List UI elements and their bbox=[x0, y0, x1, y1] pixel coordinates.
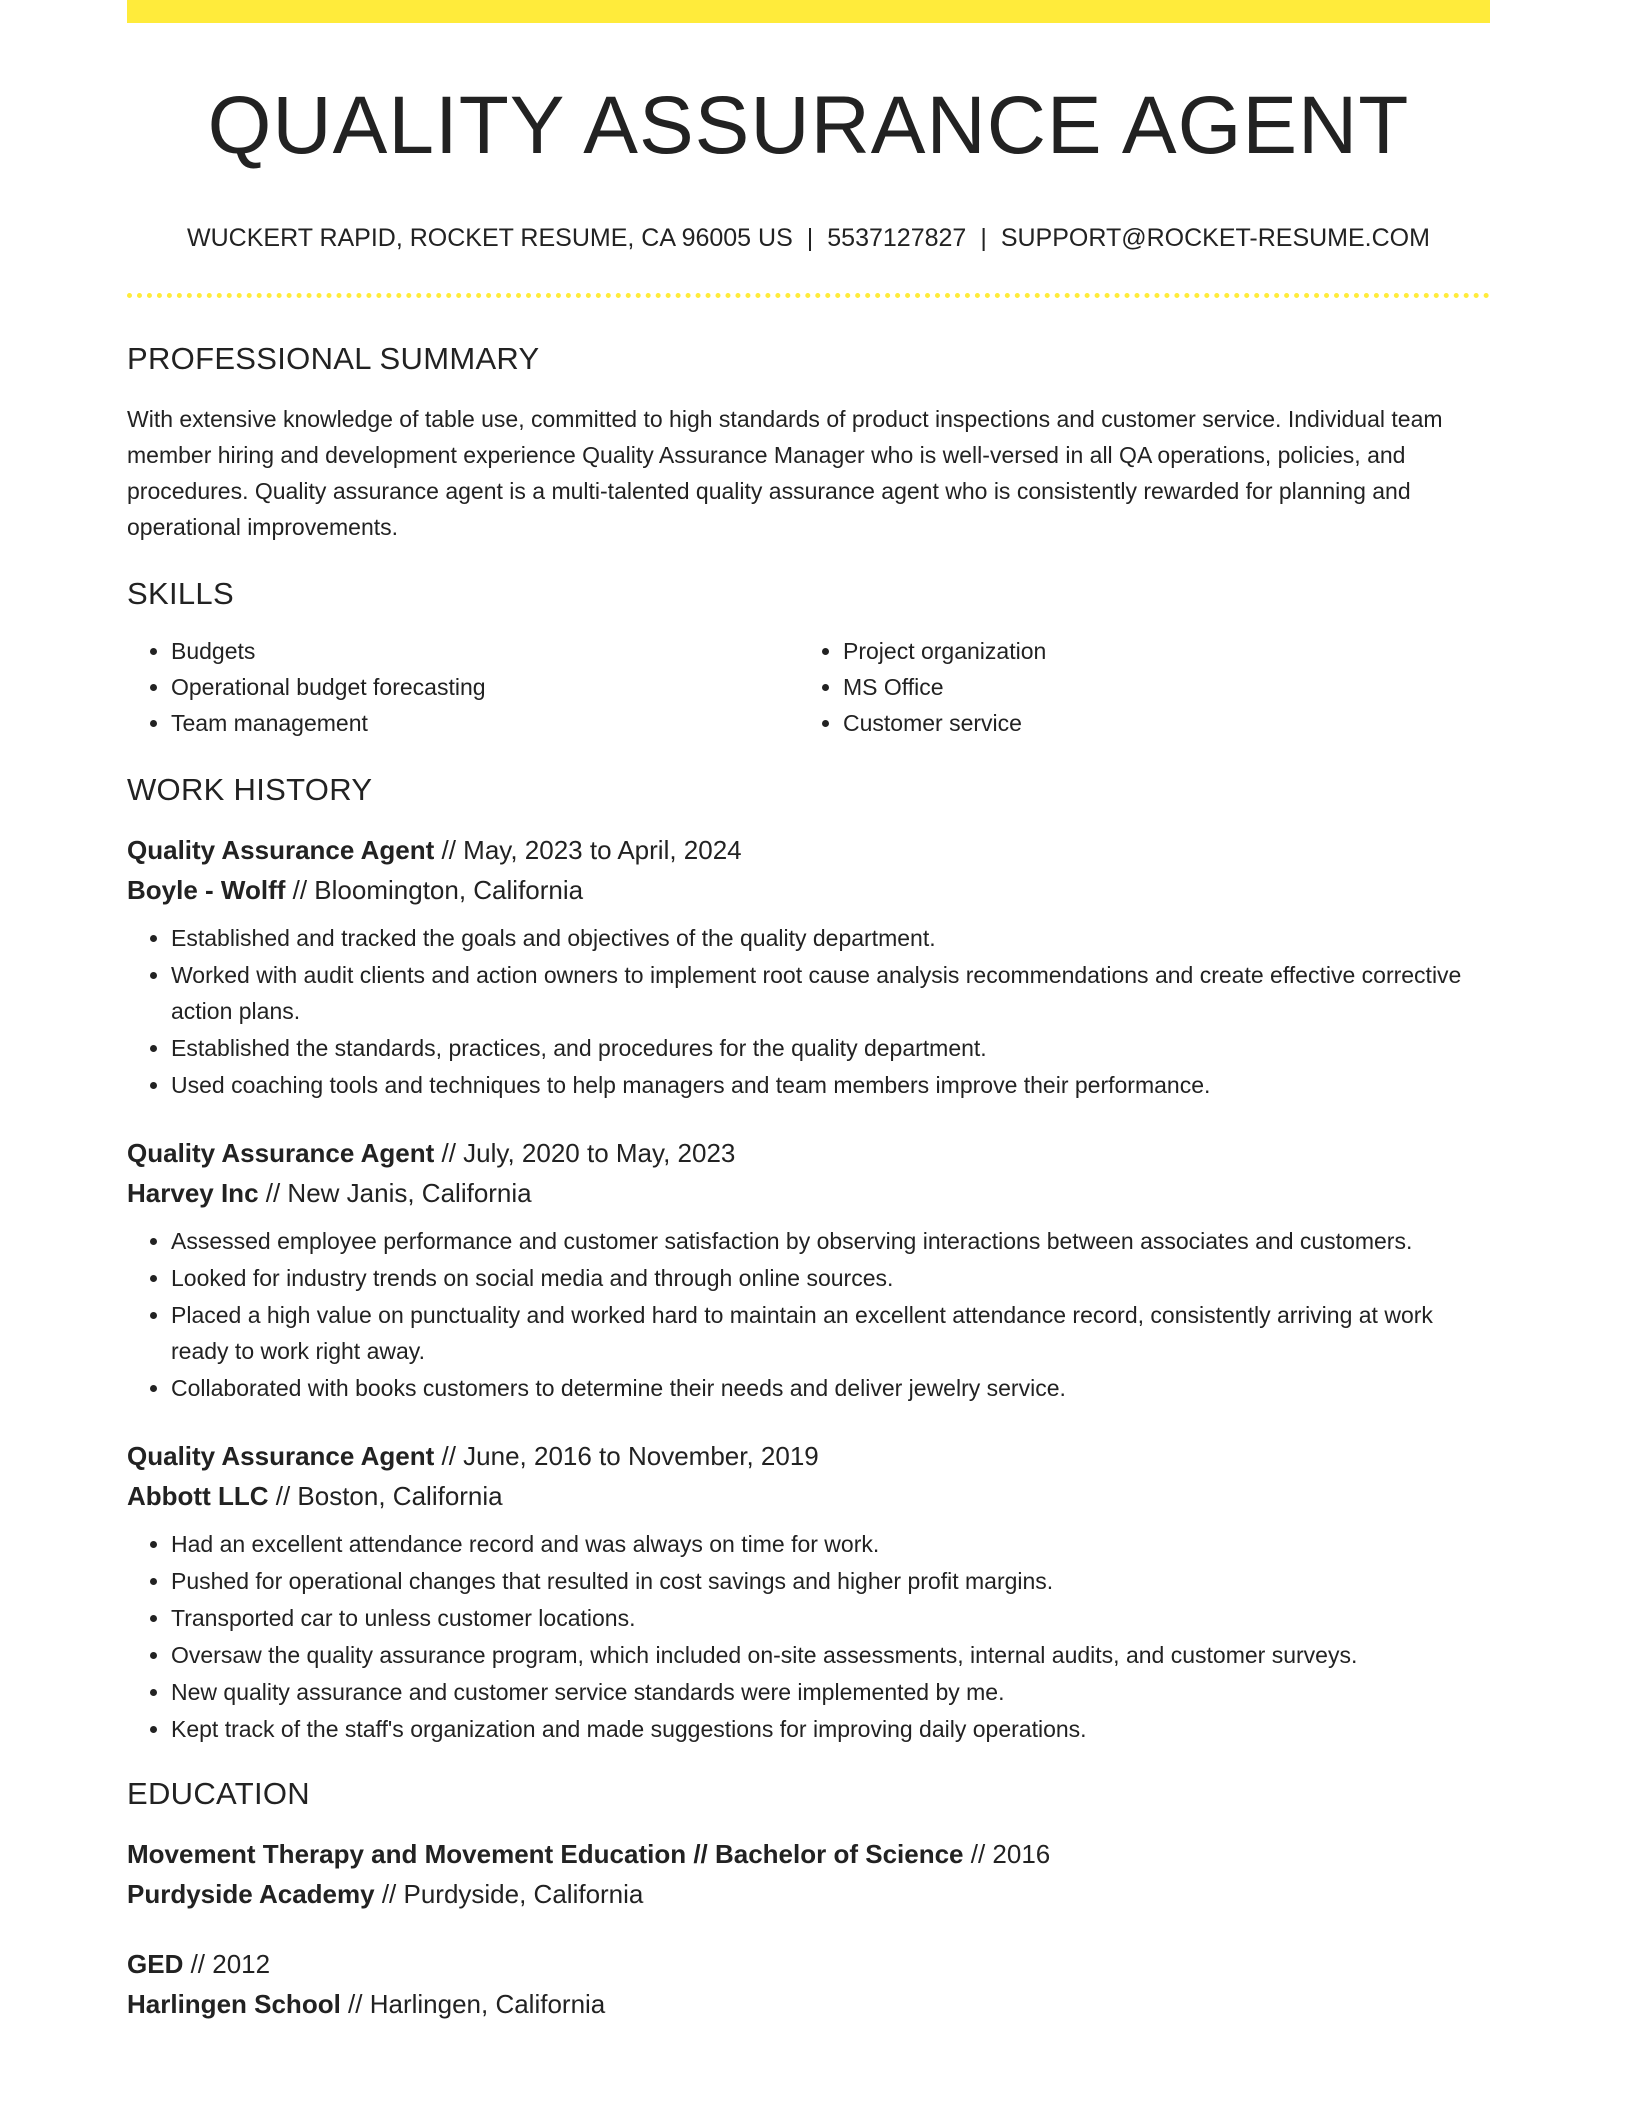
job-bullets bbox=[127, 1526, 1490, 1747]
job-dates: // May, 2023 to April, 2024 bbox=[434, 834, 742, 865]
degree-line bbox=[127, 1944, 1490, 1984]
skills-column-left bbox=[127, 633, 799, 741]
school: Purdyside Academy bbox=[127, 1878, 375, 1909]
job-bullet: • Assessed employee performance and customer satisfaction by observing interactions between associates and customers. bbox=[171, 1223, 1490, 1259]
school-location: // Harlingen, California bbox=[340, 1988, 606, 2019]
job-bullet: • Collaborated with books customers to determine their needs and deliver jewelry service. bbox=[171, 1370, 1490, 1406]
skill-item: • Team management bbox=[171, 705, 799, 741]
degree-year: // 2016 bbox=[963, 1838, 1051, 1869]
job-bullet: • Transported car to unless customer locations. bbox=[171, 1600, 1490, 1636]
job-company-line bbox=[127, 870, 1490, 910]
job-company-line bbox=[127, 1476, 1490, 1516]
email: SUPPORT@ROCKET-RESUME.COM bbox=[1000, 224, 1430, 253]
job-bullets bbox=[127, 1223, 1490, 1406]
school-location: // Purdyside, California bbox=[374, 1878, 644, 1909]
job-location: // Bloomington, California bbox=[285, 874, 584, 905]
job-location: // New Janis, California bbox=[258, 1177, 532, 1208]
job-location: // Boston, California bbox=[268, 1480, 503, 1511]
job-bullet: • Established the standards, practices, and procedures for the quality department. bbox=[171, 1030, 1490, 1066]
skills-heading: SKILLS bbox=[127, 576, 234, 612]
contact-line bbox=[127, 223, 1490, 253]
candidate-title: QUALITY ASSURANCE AGENT bbox=[207, 80, 1410, 171]
job-company: Harvey Inc bbox=[127, 1177, 259, 1208]
skill-item: • MS Office bbox=[843, 669, 1471, 705]
dotted-divider bbox=[127, 293, 1490, 298]
job-entry bbox=[127, 830, 1490, 1103]
job-bullet: • Looked for industry trends on social media and through online sources. bbox=[171, 1260, 1490, 1296]
job-entry bbox=[127, 1436, 1490, 1747]
skills-list bbox=[127, 633, 1490, 741]
degree: GED bbox=[127, 1948, 184, 1979]
work-history-heading: WORK HISTORY bbox=[127, 771, 373, 807]
degree-year: // 2012 bbox=[183, 1948, 271, 1979]
degree-line bbox=[127, 1834, 1490, 1874]
job-bullet: • Used coaching tools and techniques to help managers and team members improve their performance. bbox=[171, 1067, 1490, 1103]
degree: Movement Therapy and Movement Education // Bachelor of Science bbox=[127, 1838, 964, 1869]
education-entry bbox=[127, 1944, 1490, 2024]
address: WUCKERT RAPID, ROCKET RESUME, CA 96005 US bbox=[187, 224, 793, 253]
job-bullet: • Placed a high value on punctuality and worked hard to maintain an excellent attendance record, consistently arriving at work ready to work right away. bbox=[171, 1297, 1490, 1369]
skill-item: • Operational budget forecasting bbox=[171, 669, 799, 705]
school-line bbox=[127, 1874, 1490, 1914]
job-dates: // June, 2016 to November, 2019 bbox=[434, 1440, 819, 1471]
job-role: Quality Assurance Agent bbox=[127, 1440, 435, 1471]
job-role: Quality Assurance Agent bbox=[127, 834, 435, 865]
summary-heading: PROFESSIONAL SUMMARY bbox=[127, 341, 540, 377]
skill-item: • Budgets bbox=[171, 633, 799, 669]
job-company: Boyle - Wolff bbox=[127, 874, 286, 905]
job-bullet: • Oversaw the quality assurance program, which included on-site assessments, internal audits, and customer surveys. bbox=[171, 1637, 1490, 1673]
job-entry bbox=[127, 1133, 1490, 1406]
skill-item: • Project organization bbox=[843, 633, 1471, 669]
job-role-line bbox=[127, 1436, 1490, 1476]
skills-column-right bbox=[799, 633, 1471, 741]
job-dates: // July, 2020 to May, 2023 bbox=[434, 1137, 736, 1168]
job-bullet: • Worked with audit clients and action owners to implement root cause analysis recommendations and create effective corrective action plans. bbox=[171, 957, 1490, 1029]
job-company-line bbox=[127, 1173, 1490, 1213]
job-bullet: • New quality assurance and customer service standards were implemented by me. bbox=[171, 1674, 1490, 1710]
resume-page bbox=[127, 0, 1490, 2024]
top-accent-bar bbox=[127, 0, 1490, 23]
job-bullet: • Pushed for operational changes that resulted in cost savings and higher profit margins. bbox=[171, 1563, 1490, 1599]
phone: 5537127827 bbox=[827, 224, 967, 253]
job-role: Quality Assurance Agent bbox=[127, 1137, 435, 1168]
job-bullets bbox=[127, 920, 1490, 1103]
school: Harlingen School bbox=[127, 1988, 341, 2019]
job-company: Abbott LLC bbox=[127, 1480, 269, 1511]
job-bullet: • Established and tracked the goals and objectives of the quality department. bbox=[171, 920, 1490, 956]
contact-separator: | bbox=[806, 224, 814, 253]
education-entry bbox=[127, 1834, 1490, 1914]
job-bullet: • Kept track of the staff's organization and made suggestions for improving daily operations. bbox=[171, 1711, 1490, 1747]
summary-text: With extensive knowledge of table use, committed to high standards of product inspections and customer service. Individual team member hiring and development experience Quality Assurance Manager who is well-versed in all QA operations, policies, and procedures. Quality assurance agent is a multi-talented quality assurance agent who is consistently rewarded for planning and operational improvements. bbox=[127, 406, 1443, 541]
skill-item: • Customer service bbox=[843, 705, 1471, 741]
school-line bbox=[127, 1984, 1490, 2024]
contact-separator: | bbox=[980, 224, 987, 253]
job-role-line bbox=[127, 1133, 1490, 1173]
education-heading: EDUCATION bbox=[127, 1775, 310, 1811]
job-bullet: • Had an excellent attendance record and was always on time for work. bbox=[171, 1526, 1490, 1562]
job-role-line bbox=[127, 830, 1490, 870]
